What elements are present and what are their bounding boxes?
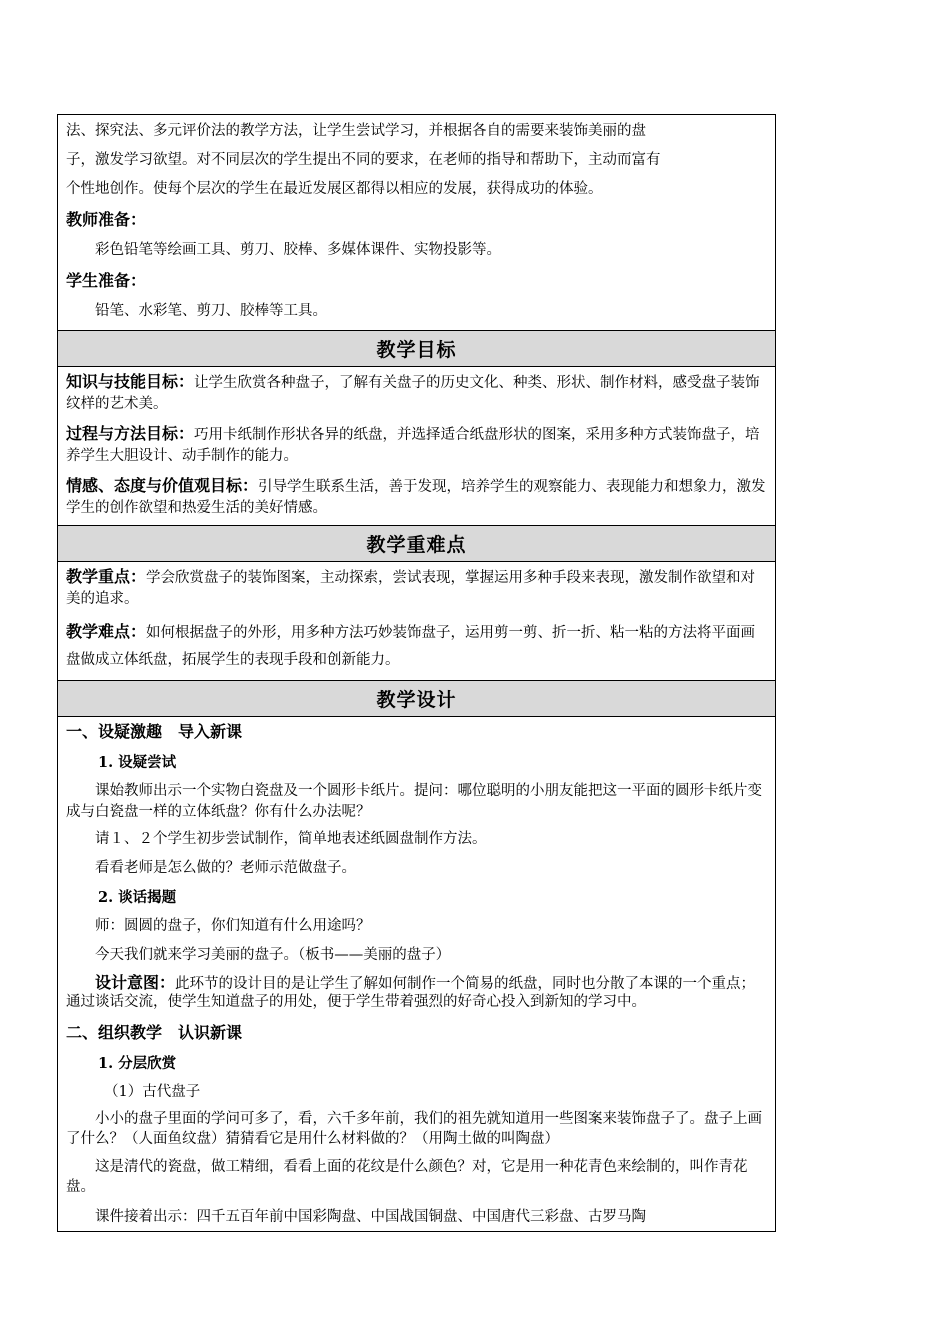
section-2-heading: 二、组织教学 认识新课 xyxy=(66,1023,243,1042)
s1-paragraph-5: 今天我们就来学习美丽的盘子。（板书——美丽的盘子） xyxy=(95,947,451,963)
lesson-plan-table xyxy=(57,114,776,1232)
goal-process: 过程与方法目标：巧用卡纸制作形状各异的纸盘，并选择适合纸盘形状的图案，采用多种方式装饰盘子，培养学生大胆设计、动手制作的能力。 xyxy=(66,424,760,464)
s2-paragraph-1: 小小的盘子里面的学问可多了，看，六千多年前，我们的祖先就知道用一些图案来装饰盘子了。盘子上画了什么？（人面鱼纹盘）猜猜看它是用什么材料做的？（用陶土做的叫陶盘） xyxy=(66,1111,762,1147)
section-1-heading: 一、设疑激趣 导入新课 xyxy=(66,722,243,741)
intro-line-3: 个性地创作。使每个层次的学生在最近发展区都得以相应的发展，获得成功的体验。 xyxy=(66,181,603,197)
teacher-prep-text: 彩色铅笔等绘画工具、剪刀、胶棒、多媒体课件、实物投影等。 xyxy=(95,242,501,258)
goal-knowledge: 知识与技能目标：让学生欣赏各种盘子，了解有关盘子的历史文化、种类、形状、制作材料，感受盘子装饰纹样的艺术美。 xyxy=(66,372,760,412)
section-header-design: 教学设计 xyxy=(58,681,775,717)
goals-cell xyxy=(58,367,775,526)
keypoints-cell xyxy=(58,562,775,681)
design-cell xyxy=(58,717,775,1231)
intro-line-1: 法、探究法、多元评价法的教学方法，让学生尝试学习，并根据各自的需要来装饰美丽的盘 xyxy=(66,123,646,139)
teacher-prep-label: 教师准备： xyxy=(66,210,147,229)
student-prep-text: 铅笔、水彩笔、剪刀、胶棒等工具。 xyxy=(95,303,327,319)
s1-subheading-2: 2. 谈话揭题 xyxy=(98,889,177,906)
s2-subheading-1a: （1）古代盘子 xyxy=(104,1084,201,1100)
student-prep-label: 学生准备： xyxy=(66,271,147,290)
section-header-goals: 教学目标 xyxy=(58,331,775,367)
section-header-keypoints: 教学重难点 xyxy=(58,526,775,562)
intro-cell xyxy=(58,115,775,331)
s2-paragraph-3: 课件接着出示：四千五百年前中国彩陶盘、中国战国铜盘、中国唐代三彩盘、古罗马陶 xyxy=(95,1209,646,1225)
s1-paragraph-1: 课始教师出示一个实物白瓷盘及一个圆形卡纸片。提问：哪位聪明的小朋友能把这一平面的圆形卡纸片变成与白瓷盘一样的立体纸盘？你有什么办法呢？ xyxy=(66,783,762,820)
s1-paragraph-2: 请１、２个学生初步尝试制作，简单地表述纸圆盘制作方法。 xyxy=(95,831,487,847)
s1-subheading-1: 1. 设疑尝试 xyxy=(98,754,177,771)
difficult-point: 教学难点：如何根据盘子的外形，用多种方法巧妙装饰盘子，运用剪一剪、折一折、粘一粘的方法将平面画盘做成立体纸盘，拓展学生的表现手段和创新能力。 xyxy=(66,622,756,668)
s2-paragraph-2: 这是清代的瓷盘，做工精细，看看上面的花纹是什么颜色？对，它是用一种花青色来绘制的，叫作青花盘。 xyxy=(66,1159,748,1195)
s1-paragraph-3: 看看老师是怎么做的？老师示范做盘子。 xyxy=(95,860,356,876)
goal-emotion: 情感、态度与价值观目标：引导学生联系生活，善于发现，培养学生的观察能力、表现能力和想象力，激发学生的创作欲望和热爱生活的美好情感。 xyxy=(66,476,766,516)
intro-line-2: 子，激发学习欲望。对不同层次的学生提出不同的要求，在老师的指导和帮助下，主动而富有 xyxy=(66,152,661,168)
s2-subheading-1: 1. 分层欣赏 xyxy=(98,1055,177,1072)
s1-design-intent: 设计意图：此环节的设计目的是让学生了解如何制作一个简易的纸盘，同时也分散了本课的一个重点；通过谈话交流，使学生知道盘子的用处，便于学生带着强烈的好奇心投入到新知的学习中。 xyxy=(66,973,756,1010)
s1-paragraph-4: 师：圆圆的盘子，你们知道有什么用途吗？ xyxy=(95,918,371,934)
key-point: 教学重点：学会欣赏盘子的装饰图案，主动探索，尝试表现，掌握运用多种手段来表现，激发制作欲望和对美的追求。 xyxy=(66,567,756,607)
